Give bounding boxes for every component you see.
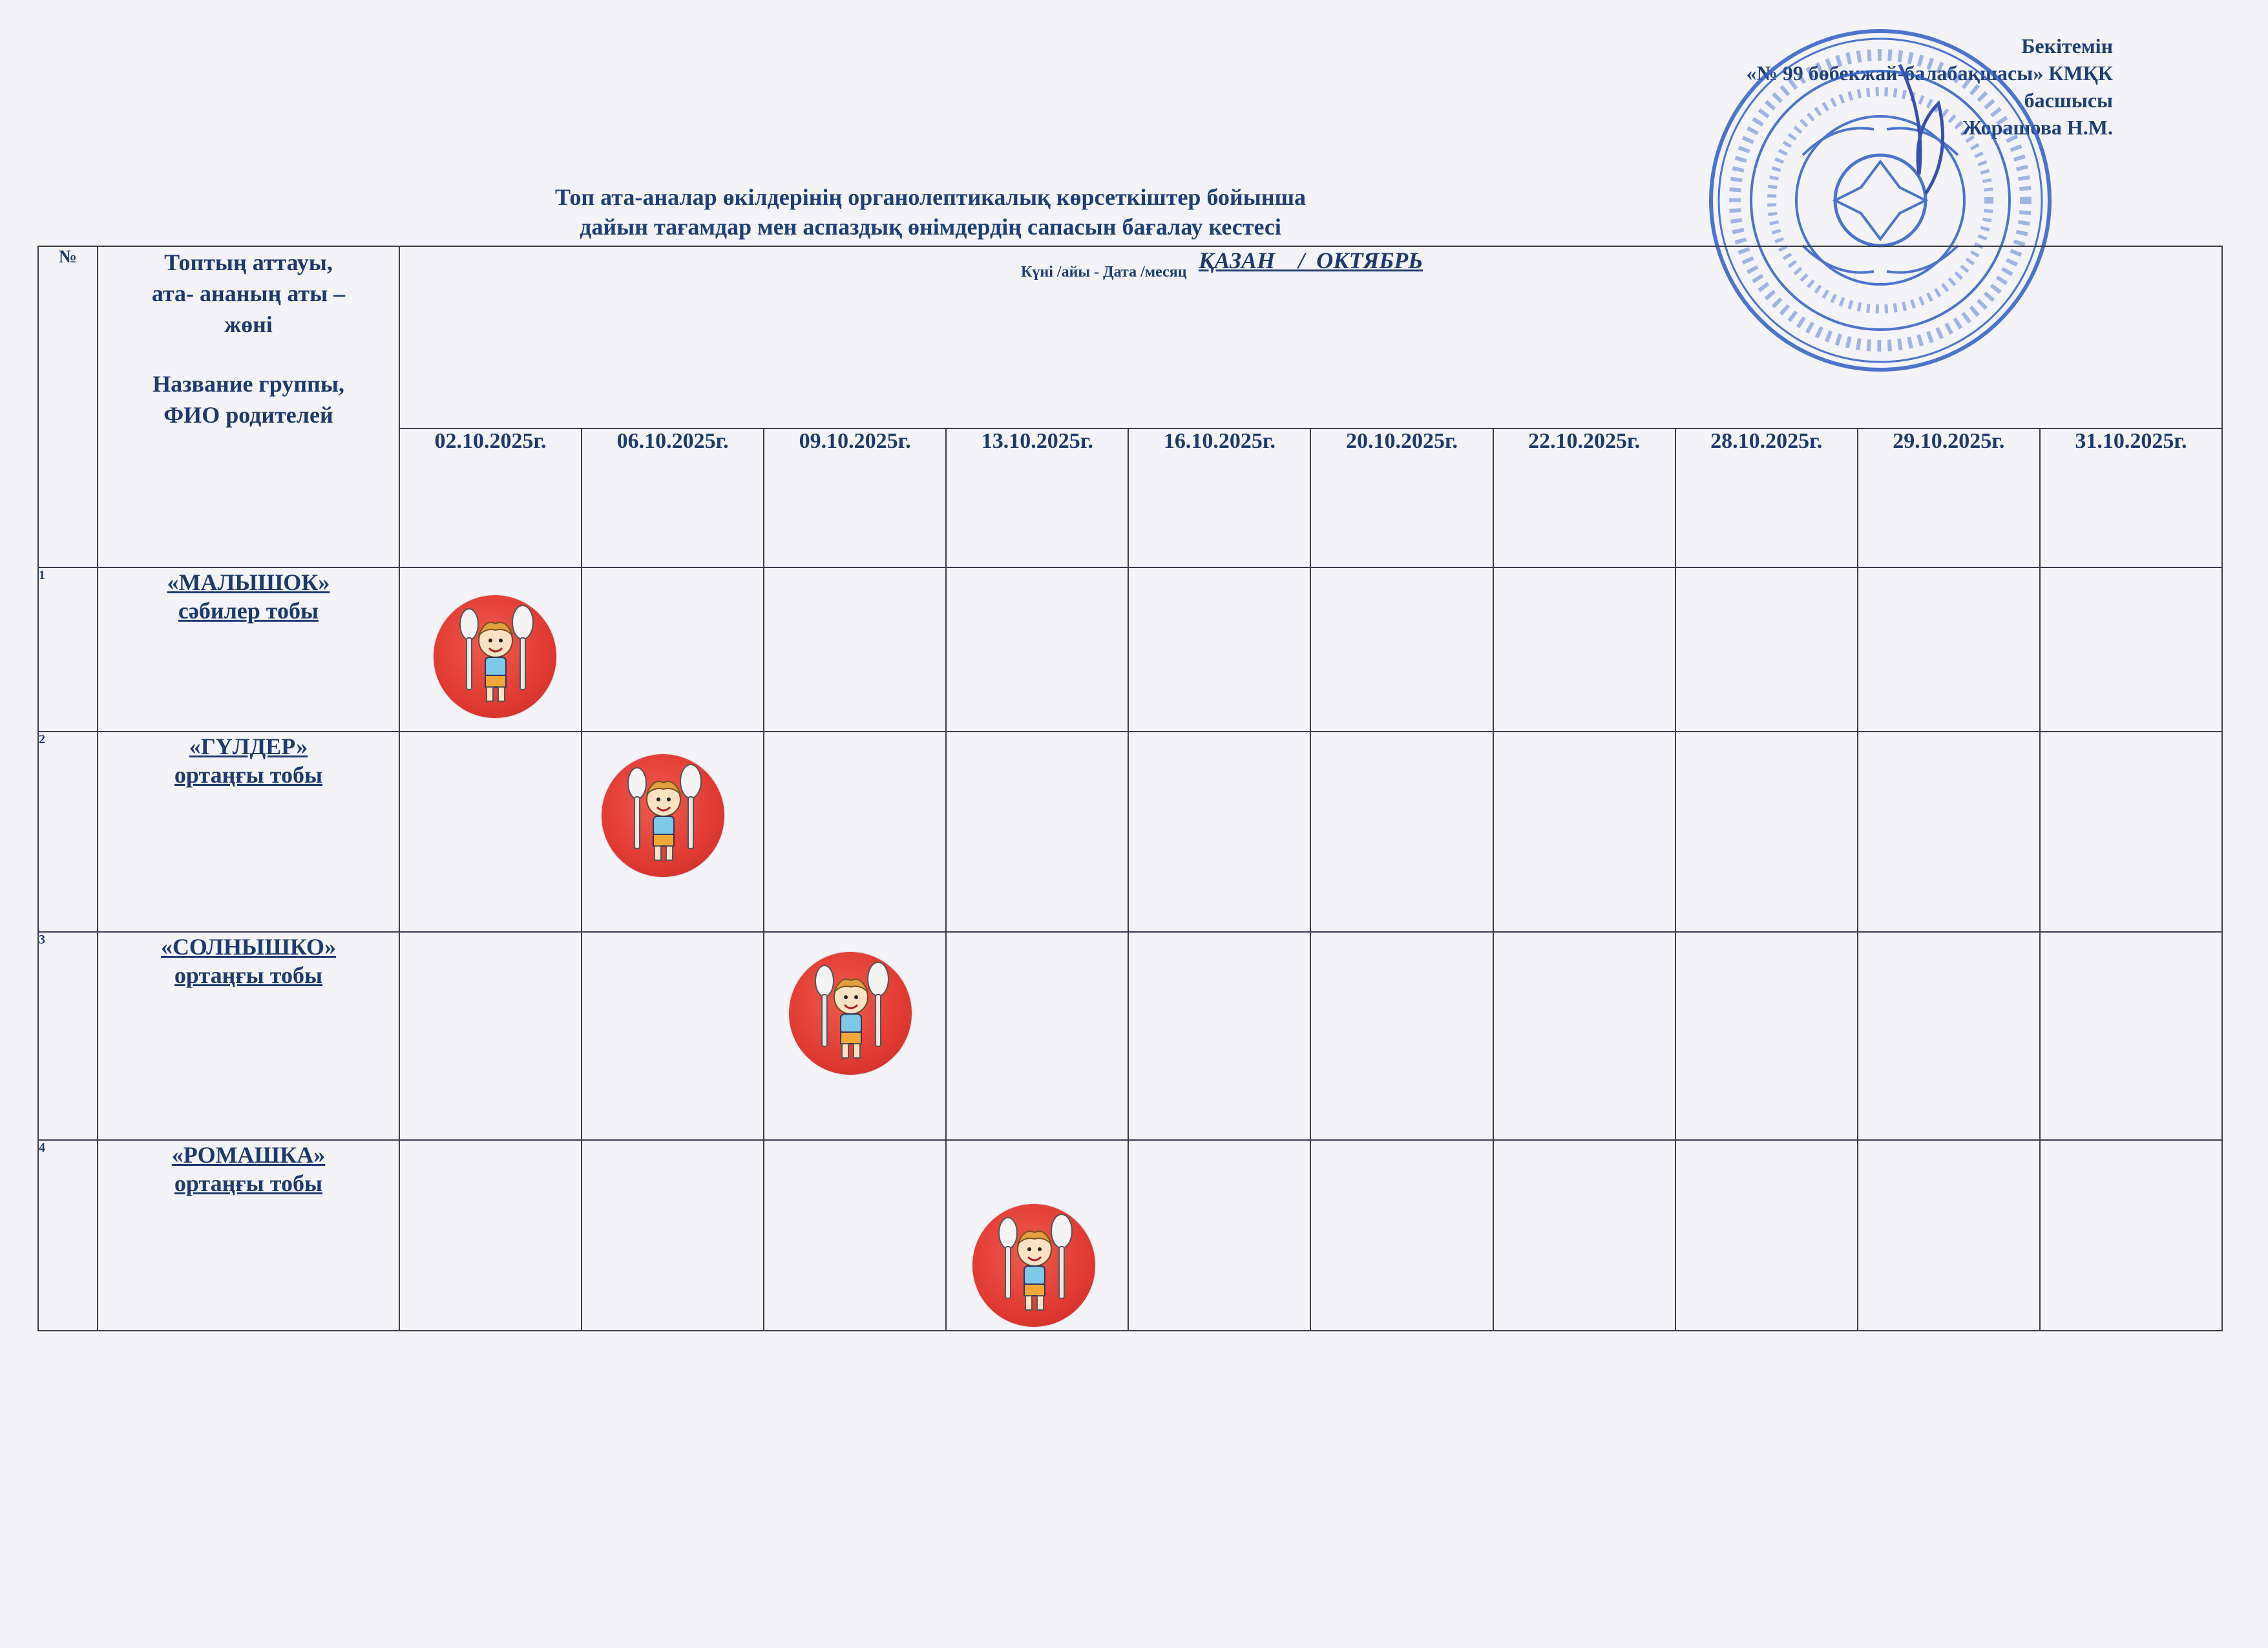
group-type: ортаңғы тобы [174,962,323,988]
date-header: 02.10.2025г. [399,428,582,567]
date-header: 31.10.2025г. [2040,428,2222,567]
approval-mark-icon [602,754,724,877]
approval-line-3: басшысы [2024,89,2113,112]
group-header-ru-2: ФИО родителей [163,402,333,428]
number-header: № [38,246,98,567]
approval-mark-icon [434,595,556,718]
approval-mark-icon [789,952,912,1075]
date-subheading: Күні /айы - Дата /месяц [1021,264,1187,280]
approval-line-4: Жорашова Н.М. [1962,116,2113,139]
title-line-1: Топ ата-аналар өкілдерінің органолептикалық көрсеткіштер бойынша [555,184,1306,210]
group-type: сәбилер тобы [178,598,319,624]
group-name: «СОЛНЫШКО» [160,934,337,960]
date-header: 13.10.2025г. [946,428,1128,567]
date-header: 22.10.2025г. [1493,428,1675,567]
group-name: «ГҮЛДЕР» [189,734,308,759]
group-name: «РОМАШКА» [171,1142,326,1168]
row-number: 1 [38,567,98,732]
approval-mark-icon [972,1204,1095,1327]
date-header: 28.10.2025г. [1675,428,1858,567]
row-number: 4 [38,1140,98,1331]
group-name-cell [98,567,399,732]
row-number: 2 [38,732,98,932]
table-row [38,932,2222,1140]
title-line-2: дайын тағамдар мен аспаздық өнімдердің сапасын бағалау кестесі [580,214,1281,240]
table-row [38,567,2222,732]
group-name-cell [98,932,399,1140]
approval-line-2: «№ 99 бөбекжай-балабақшасы» КМҚК [1746,61,2113,85]
date-header: 20.10.2025г. [1310,428,1493,567]
row-number: 3 [38,932,98,1140]
group-header-kz-1: Топтың аттауы, [164,249,333,275]
group-header-kz-3: жөні [224,312,273,337]
date-header: 16.10.2025г. [1128,428,1310,567]
group-name-cell [98,1140,399,1331]
date-header: 09.10.2025г. [764,428,946,567]
date-header: 06.10.2025г. [582,428,764,567]
date-header: 29.10.2025г. [1858,428,2040,567]
month-header: ҚАЗАН / ОКТЯБРЬ [399,246,2222,428]
group-name-cell [98,732,399,932]
table-row [38,732,2222,932]
group-header-kz-2: ата- ананың аты – [151,280,346,306]
group-header [98,246,399,567]
table-row [38,1140,2222,1331]
document-title [530,182,1331,242]
group-header-ru-1: Название группы, [152,371,344,397]
approval-line-1: Бекітемін [2021,34,2113,58]
evaluation-table [37,246,2223,1331]
group-name: «МАЛЫШОК» [167,569,330,595]
group-type: ортаңғы тобы [174,762,323,788]
group-type: ортаңғы тобы [174,1170,323,1196]
